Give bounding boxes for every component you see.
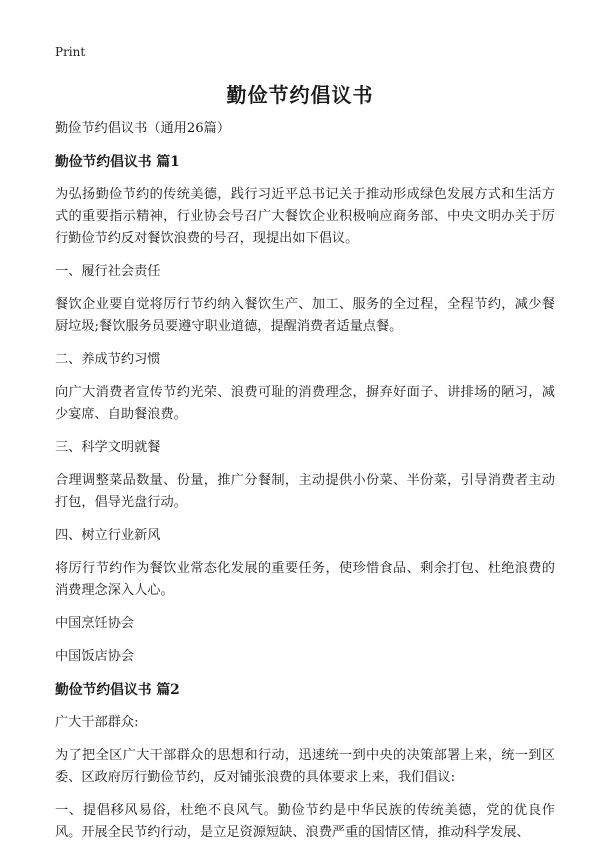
article2-greeting: 广大干部群众: xyxy=(55,715,139,730)
article1-section1-title: 一、履行社会责任 xyxy=(55,264,161,279)
article2-paragraph-1: 为了把全区广大干部群众的思想和行动，迅速统一到中央的决策部署上来，统一到区委、区政府厉行勤俭节约，反对铺张浪费的具体要求上来，我们倡议: xyxy=(55,748,555,785)
article2-heading: 勤俭节约倡议书 篇2 xyxy=(55,682,180,698)
document-title: 勤俭节约倡议书 xyxy=(226,83,374,107)
article1-signature-2: 中国饭店协会 xyxy=(55,649,135,664)
article1-intro: 为弘扬勤俭节约的传统美德，践行习近平总书记关于推动形成绿色发展方式和生活方式的重要指示精神，行业协会号召广大餐饮企业积极响应商务部、中央文明办关于厉行勤俭节约反对餐饮浪费的号召，现提出如下倡议。 xyxy=(55,187,555,246)
article1-signature-1: 中国烹饪协会 xyxy=(55,616,135,631)
article1-section3-text: 合理调整菜品数量、份量，推广分餐制，主动提供小份菜、半份菜，引导消费者主动打包，倡导光盘行动。 xyxy=(55,473,555,510)
print-link[interactable]: Print xyxy=(55,45,86,59)
article1-section4-text: 将厉行节约作为餐饮业常态化发展的重要任务，使珍惜食品、剩余打包、杜绝浪费的消费理念深入人心。 xyxy=(55,561,555,598)
article2-paragraph-2: 一、提倡移风易俗，杜绝不良风气。勤俭节约是中华民族的传统美德，党的优良作风。开展全民节约行动，是立足资源短缺、浪费严重的国情区情，推动科学发展、 xyxy=(55,803,555,840)
document-body xyxy=(55,118,555,855)
document-subtitle: 勤俭节约倡议书（通用26篇） xyxy=(55,121,231,136)
article1-section2-title: 二、养成节约习惯 xyxy=(55,352,161,367)
article1-section2-text: 向广大消费者宣传节约光荣、浪费可耻的消费理念，摒弃好面子、讲排场的陋习，减少宴席、自助餐浪费。 xyxy=(55,385,555,422)
article1-heading: 勤俭节约倡议书 篇1 xyxy=(55,154,180,170)
article1-section3-title: 三、科学文明就餐 xyxy=(55,440,161,455)
article1-section1-text: 餐饮企业要自觉将厉行节约纳入餐饮生产、加工、服务的全过程，全程节约，减少餐厨垃圾;餐饮服务员要遵守职业道德，提醒消费者适量点餐。 xyxy=(55,297,555,334)
article1-section4-title: 四、树立行业新风 xyxy=(55,528,161,543)
